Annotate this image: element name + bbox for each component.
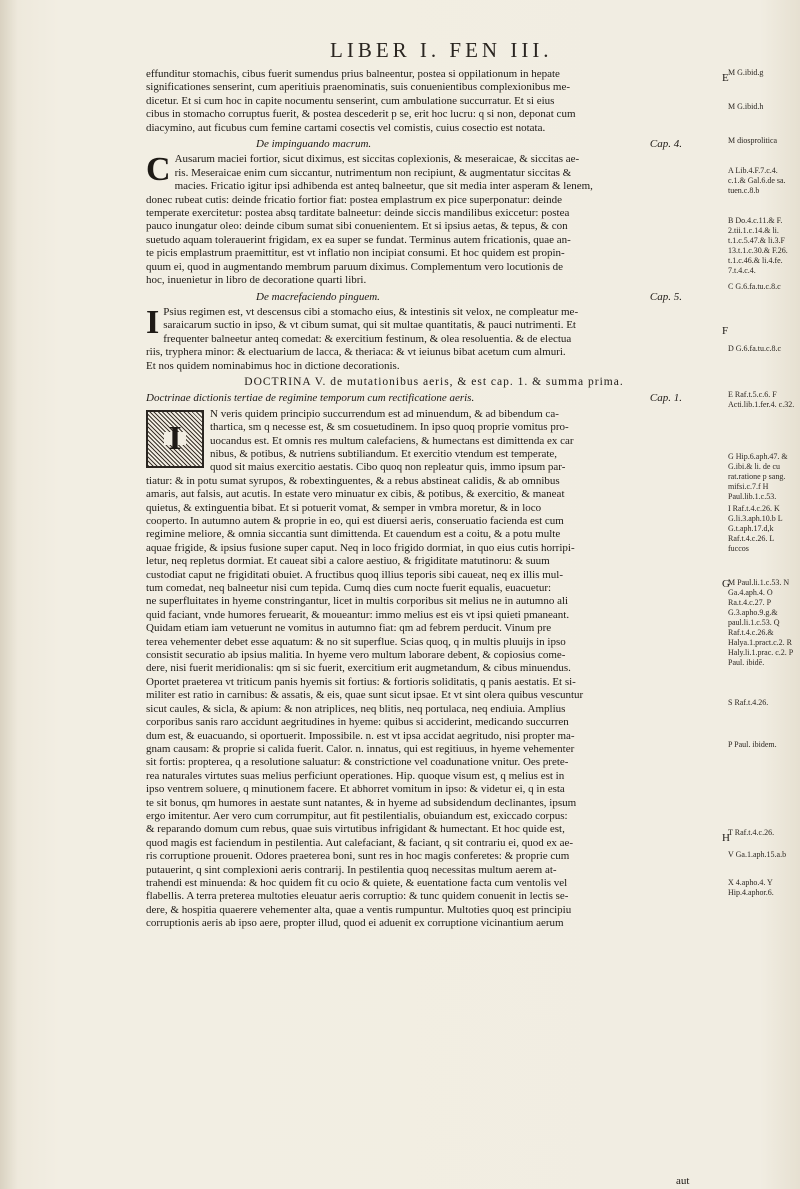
text-line: aquae frigide, & ipsius fusione super caput. Neq in loco frigido dormiat, in quo eius cutis horripi- (146, 541, 575, 554)
text-line: saraicarum suctio in ipso, & vt cibum sumat, qui sit multae quantitatis, & pauci nutrimenti. Et (163, 319, 576, 332)
text-line: ergo imitentur. Aer vero cum corrumpitur, aut fit pestilentialis, obuiandum est, exiccado corpus: (146, 809, 568, 822)
text-line: thartica, sm q necesse est, & sm cosuetudinem. In ipso quoq proprie vomitus pro- (210, 421, 569, 434)
margin-note: V Ga.1.aph.15.a.b (728, 850, 787, 859)
chapter-heading-doctrina-1 (146, 392, 722, 405)
text-line: ris corruptione prouenit. Odores praeterea boni, sunt res in hoc magis conferetes: & proprie cum (146, 850, 570, 863)
text-line: trahendi est minuenda: & hoc quidem fit cu ocio & quiete, & euentatione facta cum ventolis vel (146, 876, 568, 889)
paragraph-macies (146, 153, 722, 287)
text-line: frequenter balneetur anteq comedat: & exercitium festinum, & olea resoluentia. & de electua (163, 332, 572, 345)
chapter-number: Cap. 5. (649, 290, 682, 303)
text-line: quum ei, quod in augmentando membrum paruum diximus. Complementum vero locutionis de (146, 260, 564, 273)
text-line: hoc, inuenietur in libro de decoratione quarti libri. (146, 274, 367, 287)
text-line: significationes senserint, cum aperitiuis praenominatis, suis conuenientibus complexionibus me- (146, 81, 571, 94)
paragraph-regimen-temporum (146, 408, 722, 931)
text-line: dum est, & euacuando, si oportuerit. Impossibile. n. est vt ipsa accidat aegritudo, nisi propter ma- (146, 729, 575, 742)
text-line: corruptionis aeris ab ipso aere, propter illud, quod ei aduenit ex corruptione vicinantium aerum (146, 917, 564, 930)
chapter-heading-5 (146, 291, 722, 304)
margin-note: M diosprolitica (728, 136, 778, 145)
section-letter-f: F (722, 325, 729, 337)
main-text-column (146, 68, 722, 931)
section-letter-e: E (722, 72, 729, 84)
text-line: quid faciant, vnde humores feruearit, & moueantur: immo melius est eis vt ipsi quieti pmaneant. (146, 608, 570, 621)
paragraph-pinguem (146, 303, 722, 373)
text-line: suetudo aquam tolerauerint frigidam, ex ea super se fundat. Terminus autem fricationis, quae an- (146, 233, 571, 246)
text-line: letur, neq repletus dormiat. Et caueat sibi a calore aestiuo, & frigiditate matutinoru: & suum (146, 555, 550, 568)
text-line: te sit bonus, qm humores in aestate sunt natantes, & in hyeme ad subsidendum declinantes, ipsum (146, 796, 577, 809)
text-line: rea naturales virtutes suas melius perficiunt operationes. Hip. quoque visum est, q melius est in (146, 769, 565, 782)
text-line: militer est ratio in carnibus: & assatis, & eis, quae sunt sicut ipsae. Et vt sint olera quibus vescuntur (146, 689, 584, 702)
drop-cap: I (146, 303, 160, 341)
margin-note: T Raf.t.4.c.26. (728, 828, 775, 837)
chapter-title: Doctrinae dictionis tertiae de regimine temporum cum rectificatione aeris. (146, 392, 475, 405)
text-line: dere, & hospitia quaerere vehementer alta, quae a ventis rumpuntur. Multoties quoq est principiu (146, 903, 572, 916)
running-head: LIBER I. FEN III. (330, 38, 553, 62)
text-line: cooperto. In autumno autem & proprie in eo, qui est diuersi aeris, conseruatio facienda est cum (146, 515, 564, 527)
chapter-heading-4 (146, 138, 722, 151)
text-line: dere, nisi fuerit meridionalis: qm si sic fuerit, exercitium erit augmetandum, & cibus minuendus. (146, 662, 571, 675)
text-line: terea vehementer debet esse aquatum: & no sit superflue. Scias quoq, q in multis pluuijs in ipso (146, 635, 566, 648)
text-line: gnam causam: & proprie si calida fuerit. Calor. n. innatus, qui est regitiuus, in hyeme vehementer (146, 742, 575, 755)
text-line: pauco inungatur oleo: deinde cibum sumat sibi conuenientem. Et si ipsius aetas, & tepus, & con (146, 220, 568, 233)
paragraph-continuation (146, 68, 722, 135)
text-line: sicut caules, & sicla, & apium: & non atriplices, neq blitis, neq portulaca, neq endiuia. Amplius (146, 702, 566, 715)
margin-note: X 4.apho.4. Y Hip.4.aphor.6. (728, 878, 774, 897)
text-line: amaris, aut falsis, aut acutis. In estate vero minuatur ex cibis, & potibus, & exercitio, & maneat (146, 488, 565, 501)
text-line: N veris quidem principio succurrendum est ad minuendum, & ad bibendum ca- (210, 407, 559, 420)
text-line: quod sit maius exercitio aestatis. Cibo quoq non repleatur quis, immo ipsum par- (210, 461, 566, 474)
text-line: corporibus sanis raro accidunt aegritudines in hyeme: quibus si acciderint, medicando succurren (146, 716, 569, 729)
text-line: Et nos quidem nominabimus hoc in dictione decorationis. (146, 359, 400, 372)
margin-note: M G.ibid.h (728, 102, 764, 111)
text-line: ipso ventrem soluere, q minutionem facere. Et abhorret vomitum in ipso: & videtur ei, q in esta (146, 783, 565, 796)
text-line: donec rubeat cutis: deinde fricatio fortior fiat: postea emplastrum ex pice superponatur: deinde (146, 193, 563, 206)
text-line: effunditur stomachis, cibus fuerit sumendus prius balneentur, postea si oppilationum in hepate (146, 68, 560, 80)
text-line: consistit securatio ab ipsius malitia. In hyeme vero multum laborare debent, & copiosius come- (146, 649, 566, 662)
text-line: uocandus est. Et omnis res multum calefaciens, & humectans est dimittenda ex car (210, 434, 574, 447)
margin-note: C G.6.fa.tu.c.8.c (728, 282, 781, 291)
text-line: diacymino, aut ficubus cum femine cartami cosectis vel comistis, cuius cosectio est notata. (146, 121, 546, 134)
section-letter-g: G (722, 578, 730, 590)
text-line: Oportet praeterea vt triticum panis hyemis sit fortius: & fortioris soliditatis, q panis aestatis. Et si- (146, 675, 576, 688)
text-line: Ausarum maciei fortior, sicut diximus, est siccitas coplexionis, & meseraicae, & siccitas ae- (174, 153, 580, 166)
margin-note: G Hip.6.aph.47. & G.ibi.& li. de cu rat.ratione p sang. mifsi.c.7.f H Paul.lib.1.c.53. (728, 452, 788, 501)
text-line: ris. Meseraicae enim cum siccantur, nutrimentum non recipiunt, & augmentatur siccitas & (174, 166, 572, 179)
text-line: putauerint, q sint complexioni aeris contrarij. In pestilentia quoq necessitas multum aerem at- (146, 863, 557, 876)
doctrina-heading: DOCTRINA V. de mutationibus aeris, & est cap. 1. & summa prima. (244, 375, 624, 388)
text-line: regimine meliore, & omnia siccantia sunt dimittenda. Et cauendum est a coitu, & a potu multe (146, 528, 561, 541)
section-letter-h: H (722, 832, 730, 844)
margin-note: P Paul. ibidem. (728, 740, 777, 749)
text-line: nibus, & potibus, & nutriens subtiliandum. Et exercitio vtendum est temperate, (210, 447, 558, 460)
text-line: custodiat caput ne frigiditati obuiet. A fructibus quoq illius teporis sibi caueat, neq ex illis mul- (146, 568, 564, 581)
text-line: Quidam etiam iam vetuerunt ne vomitus in autumno fiat: qm ad febrem perducit. Vinum pre (146, 622, 552, 635)
woodcut-initial (146, 410, 204, 468)
text-line: ne superfluitates in hyeme constringantur, licet in multis corporibus sit melius ne in autumno ali (146, 595, 569, 608)
text-line: dicetur. Et si cum hoc in capite nocumentu senserint, cum ambulatione succurratur. Et si eius (146, 94, 555, 107)
margin-note: M G.ibid.g (728, 68, 764, 77)
text-line: te picis emplastrum praemittitur, est vt inflatio non incipiat consumi. Et hoc quidem est propin- (146, 247, 565, 260)
margin-note: M Paul.li.1.c.53. N Ga.4.aph.4. O Ra.t.4.c.27. P G.3.apho.9.g.& paul.li.1.c.53. Q Raf.t.4.c.26.& Halya.1.pract.c.2. R Haly.li.1.prac. c.2. P Paul. ibidē. (728, 578, 793, 667)
text-line: & reparando domum cum rebus, quae suis virtutibus infrigidant & humectant. Et hoc quide est, (146, 823, 565, 836)
chapter-title: De impinguando macrum. (256, 138, 372, 151)
margin-note: B Do.4.c.11.& F. 2.tii.1.c.14.& li. t.1.c.5.47.& li.3.F 13.t.1.c.30.& F.26. t.1.c.46.& li.4.fe. 7.t.4.c.4. (728, 216, 788, 275)
text-line: temperate exercitetur: postea absq tarditate balneetur: deinde siccis mandilibus exiccetur: postea (146, 207, 570, 220)
text-line: sit fortis: propterea, q a resolutione saluatur: & constrictione vel coadunatione vnitur. Oes prete- (146, 756, 569, 769)
text-line: cibus in stomacho corruptus fuerit, & postea descederit p se, erit hoc lucru: q si non, deponat cum (146, 108, 576, 121)
margin-note: A Lib.4.F.7.c.4. c.1.& Gal.6.de sa. tuen.c.8.b (728, 166, 786, 195)
chapter-number: Cap. 1. (649, 392, 682, 405)
text-line: tum comedat, neq balneetur nisi cum tepida. Cumq dies cum nocte fuerit equalis, euacuetur: (146, 582, 552, 595)
drop-cap: C (146, 151, 171, 189)
paragraph-lines (146, 408, 722, 931)
text-line: quod magis est faciendum in pestilentia. Aut calefaciant, & faciant, q sit contrariu ei, quod ex ae- (146, 836, 574, 849)
catchword: aut (676, 1175, 690, 1187)
text-line: macies. Fricatio igitur ipsi adhibenda est anteq balneetur, que sit media inter asperam & lenem, (174, 180, 593, 193)
margin-note: I Raf.t.4.c.26. K G.li.3.aph.10.b L G.t.aph.17.d,k Raf.t.4.c.26. L fuccos (728, 504, 783, 553)
chapter-title: De macrefaciendo pinguem. (256, 290, 380, 303)
text-line: flabellis. A terra preterea multoties eleuatur aeris corruptio: & tunc quidem conuenit in lectis se- (146, 890, 569, 903)
text-line: Psius regimen est, vt descensus cibi a stomacho eius, & intestinis sit velox, ne compleatur me- (163, 305, 579, 318)
chapter-number: Cap. 4. (649, 138, 682, 151)
text-line: quietus, & extinguentia bibat. Et si potuerit vomat, & semper in vmbra moretur, & in loco (146, 501, 542, 514)
margin-note: E Raf.t.5.c.6. F Acti.lib.1.fer.4. c.32. (728, 390, 795, 409)
text-line: tiatur: & in potu sumat syrupos, & robextinguentes, & a rebus abstineat calidis, & ab omnibus (146, 474, 560, 487)
margin-note: S Raf.t.4.26. (728, 698, 769, 707)
margin-note: D G.6.fa.tu.c.8.c (728, 344, 782, 353)
text-line: riis, tryphera minor: & electuarium de lacca, & theriaca: & vt ieiunus bibat acetum cum almuri. (146, 346, 566, 359)
woodcut-letter: I (164, 432, 185, 445)
